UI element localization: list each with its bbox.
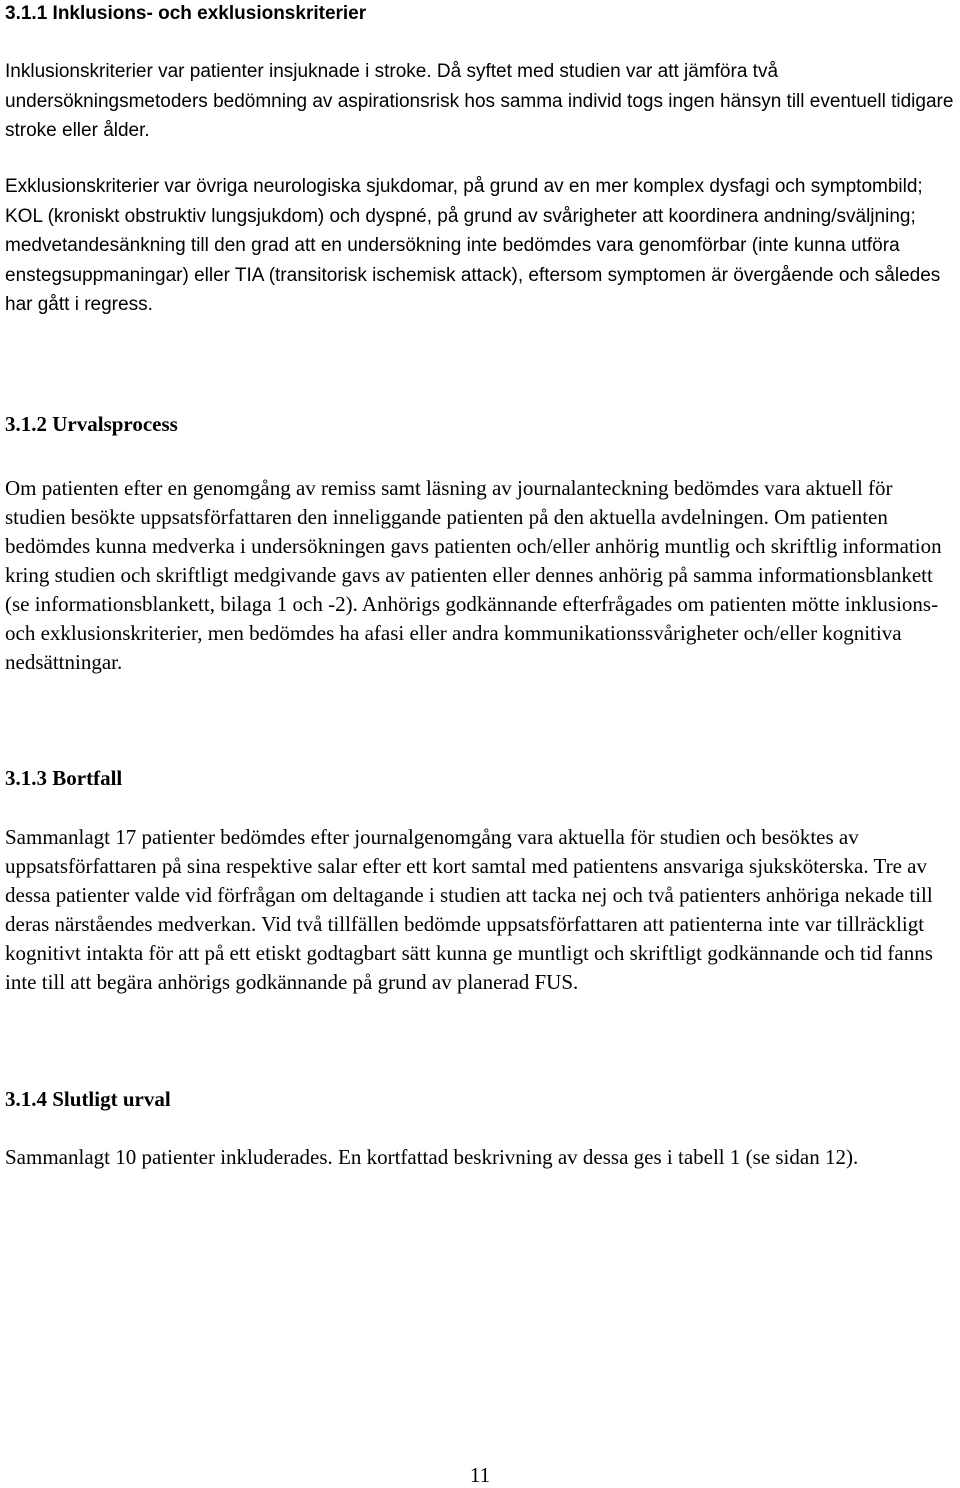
paragraph-bortfall	[5, 823, 955, 997]
section-heading-inklusions-exklusionskriterier: 3.1.1 Inklusions- och exklusionskriterier	[5, 3, 367, 24]
sentence: Då syftet med studien var att jämföra två undersökningsmetoders bedömning av aspirationsrisk hos samma individ togs ingen hänsyn till eventuell tidigare stroke eller ålder.	[5, 61, 954, 141]
sentence: Sammanlagt 10 patienter inkluderades.	[5, 1145, 333, 1169]
page-number: 11	[469, 1463, 491, 1487]
paragraph-inklusionskriterier	[5, 57, 955, 146]
paragraph-exklusionskriterier	[5, 172, 955, 320]
sentence: Sammanlagt 17 patienter bedömdes efter journalgenomgång vara aktuella för studien och besöktes av uppsatsförfattaren på sina respektive salar efter ett kort samtal med patientens ansvariga sjuksköterska.	[5, 825, 869, 878]
sentence: Inklusionskriterier var patienter insjuknade i stroke.	[5, 61, 432, 82]
sentence: Anhörigs godkännande efterfrågades om patienten mötte inklusions- och exklusionskriterier, men bedömdes ha afasi eller andra kommunikationssvårigheter och/eller kognitiva nedsättningar.	[5, 592, 939, 674]
section-heading-urvalsprocess: 3.1.2 Urvalsprocess	[5, 412, 178, 436]
sentence: Tre av dessa patienter valde vid förfrågan om deltagande i studien att tacka nej och två patienters anhöriga nekade till deras närståendes medverkan.	[5, 854, 933, 936]
sentence: Om patienten efter en genomgång av remiss samt läsning av journalanteckning bedömdes vara aktuell för studien besökte uppsatsförfattaren den inneliggande patienten på den aktuella avdelningen.	[5, 476, 893, 529]
sentence: Vid två tillfällen bedömde uppsatsförfattaren att patienterna inte var tillräckligt kognitivt intakta för att på ett etiskt godtagbart sätt kunna ge muntligt och skriftligt godkännande och tid fanns inte till att begära anhörigs godkännande på grund av planerad FUS.	[5, 912, 933, 994]
paragraph-urvalsprocess	[5, 474, 955, 677]
sentence: Exklusionskriterier var övriga neurologiska sjukdomar, på grund av en mer komplex dysfagi och symptombild; KOL (kroniskt obstruktiv lungsjukdom) och dyspné, på grund av svårigheter att koordinera andning/sväljning; medvetandesänkning till den grad att en undersökning inte bedömdes vara genomförbar (inte kunna utföra enstegsuppmaningar) eller TIA (transitorisk ischemisk attack), eftersom symptomen är övergående och således har gått i regress.	[5, 176, 941, 315]
sentence: Om patienten bedömdes kunna medverka i undersökningen gavs patienten och/eller anhörig muntlig och skriftlig information kring studien och skriftligt medgivande gavs av patienten eller dennes anhörig på samma informationsblankett (se informationsblankett, bilaga 1 och -2).	[5, 505, 942, 616]
section-heading-bortfall: 3.1.3 Bortfall	[5, 766, 123, 790]
paragraph-slutligt-urval	[5, 1143, 955, 1172]
sentence: En kortfattad beskrivning av dessa ges i tabell 1 (se sidan 12).	[338, 1145, 859, 1169]
section-heading-slutligt-urval: 3.1.4 Slutligt urval	[5, 1087, 171, 1111]
